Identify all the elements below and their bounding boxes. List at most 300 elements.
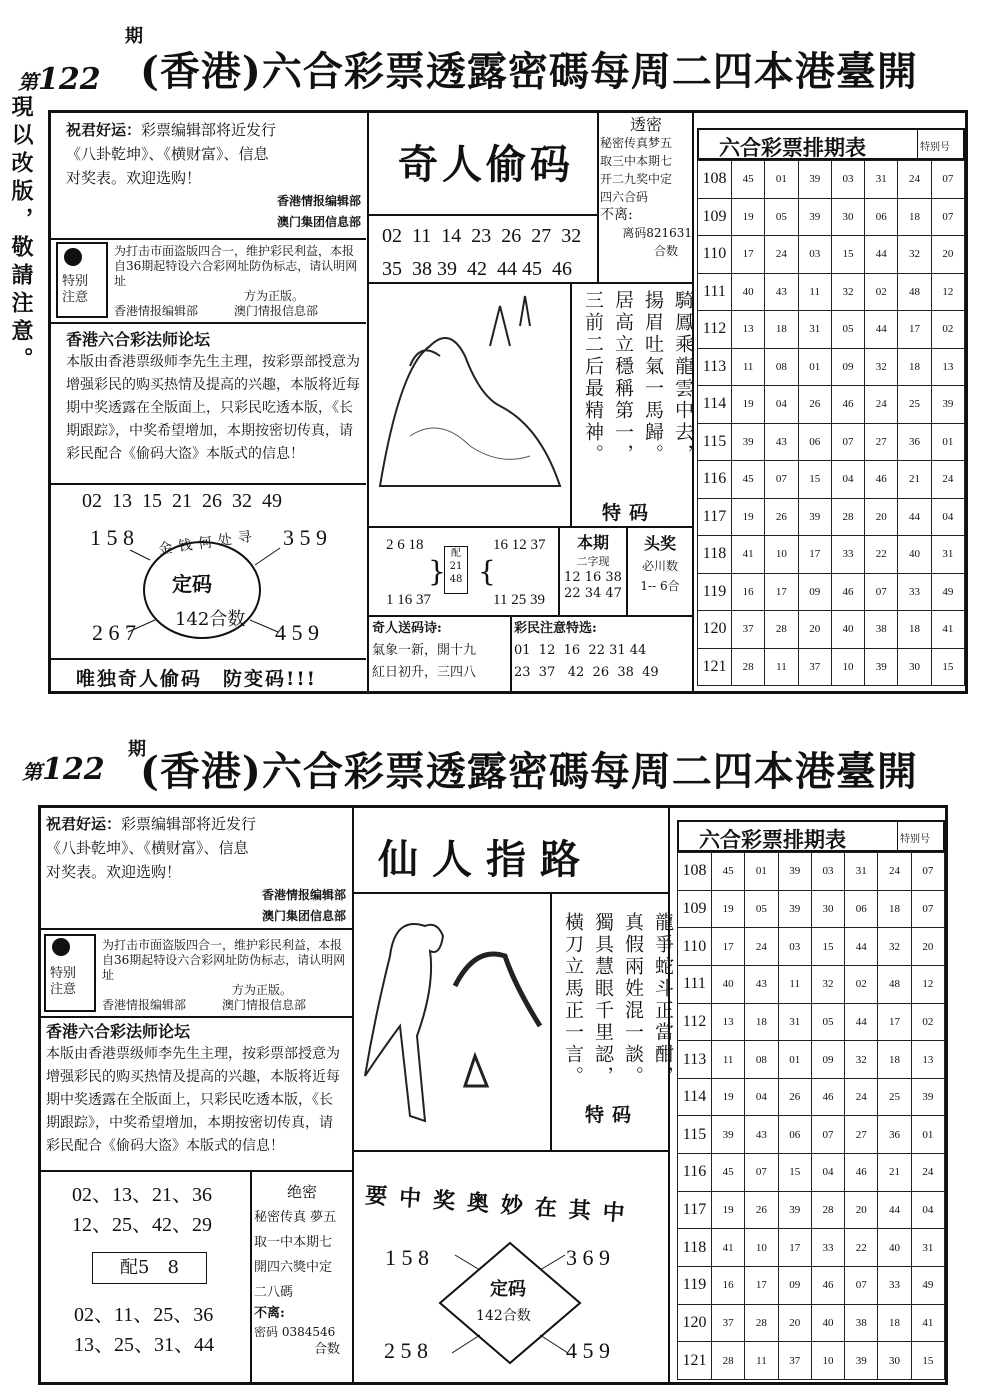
number-cell: 09 <box>798 573 831 611</box>
period-cell: 114 <box>698 386 732 424</box>
number-cell: 04 <box>745 1078 778 1116</box>
schedule-row <box>698 348 965 386</box>
special-notice: 为打击市面盗版四合一，维护彩民利益，本报自36期起特设六合彩网址防伪标志，请认明网址 方为正版。 香港情报编辑部 澳门情报信息部 <box>102 938 346 1012</box>
schedule-row <box>698 573 965 611</box>
number-cell: 31 <box>865 161 898 199</box>
number-cell: 22 <box>845 1229 878 1267</box>
side-notice: 現以改版，敬請注意。 <box>8 95 34 375</box>
number-cell: 04 <box>911 1191 944 1229</box>
number-cell: 18 <box>898 348 931 386</box>
number-cell: 13 <box>911 1041 944 1079</box>
number-cell: 19 <box>712 1078 745 1116</box>
number-cell: 40 <box>712 965 745 1003</box>
period-cell: 115 <box>678 1116 712 1154</box>
schedule-row <box>678 965 945 1003</box>
period-cell: 120 <box>698 611 732 649</box>
ring-bl: 2 6 7 <box>92 620 136 645</box>
pair-numbers-bottom: 02、11、25、36 13、25、31、44 <box>74 1304 214 1356</box>
number-cell: 09 <box>778 1267 811 1305</box>
slogan: 唯独奇人偷码 防变码!!! <box>76 668 318 690</box>
greeting: 祝君好运：彩票编辑部将近发行 《八卦乾坤》、《横财富》、信息 对奖表。欢迎选购！ 香港情报编辑部 澳门集团信息部 <box>46 815 346 923</box>
schedule-row <box>698 536 965 574</box>
issue-number: 第122 <box>22 752 105 787</box>
schedule-row <box>678 1154 945 1192</box>
number-cell: 49 <box>931 573 964 611</box>
number-cell: 01 <box>745 853 778 891</box>
period-cell: 121 <box>698 648 732 686</box>
diamond-bl: 2 5 8 <box>384 1338 428 1363</box>
number-cell: 17 <box>732 236 765 274</box>
number-cell: 13 <box>931 348 964 386</box>
number-cell: 46 <box>811 1078 844 1116</box>
diamond-tl: 1 5 8 <box>385 1245 429 1270</box>
special-notice: 为打击市面盗版四合一，维护彩民利益，本报自36期起特设六合彩网址防伪标志，请认明网址 方为正版。 香港情报编辑部 澳门情报信息部 <box>114 244 358 318</box>
number-cell: 24 <box>898 161 931 199</box>
number-cell: 11 <box>732 348 765 386</box>
number-cell: 17 <box>745 1267 778 1305</box>
period-cell: 119 <box>698 573 732 611</box>
number-cell: 30 <box>831 198 864 236</box>
ring-br: 4 5 9 <box>275 620 319 645</box>
number-cell: 27 <box>865 423 898 461</box>
schedule-row <box>698 498 965 536</box>
tema-label: 特码 <box>602 502 657 524</box>
number-cell: 05 <box>745 890 778 928</box>
ring-tl: 1 5 8 <box>90 525 134 550</box>
brace-icon: } <box>428 555 446 588</box>
number-cell: 12 <box>911 965 944 1003</box>
period-cell: 108 <box>698 161 732 199</box>
number-cell: 39 <box>778 1191 811 1229</box>
period-cell: 119 <box>678 1267 712 1305</box>
number-cell: 05 <box>831 311 864 349</box>
headline: (香港)六合彩票透露密碼每周二四本港臺開 <box>140 748 918 795</box>
number-cell: 33 <box>811 1229 844 1267</box>
parrot-illustration <box>355 896 550 1146</box>
number-cell: 03 <box>778 928 811 966</box>
period-cell: 114 <box>678 1078 712 1116</box>
number-cell: 36 <box>878 1116 911 1154</box>
issue-suffix: 期 <box>128 739 146 760</box>
number-cell: 32 <box>831 273 864 311</box>
number-cell: 28 <box>712 1342 745 1380</box>
pei-box: 配 21 48 <box>444 546 468 594</box>
diamond-tr: 3 6 9 <box>566 1245 610 1270</box>
number-cell: 19 <box>732 498 765 536</box>
number-cell: 15 <box>931 648 964 686</box>
number-cell: 02 <box>845 965 878 1003</box>
number-cell: 02 <box>911 1003 944 1041</box>
schedule-row <box>678 1041 945 1079</box>
secret-box: 透密 秘密传真梦五 取三中本期七 开二九奖中定 四六合码 不离: 离码821631 合数 <box>600 115 692 258</box>
period-cell: 116 <box>678 1154 712 1192</box>
number-cell: 32 <box>845 1041 878 1079</box>
number-cell: 40 <box>732 273 765 311</box>
period-cell: 112 <box>678 1003 712 1041</box>
schedule-row <box>698 236 965 274</box>
number-cell: 32 <box>898 236 931 274</box>
schedule-row <box>698 386 965 424</box>
number-cell: 02 <box>865 273 898 311</box>
number-cell: 04 <box>811 1154 844 1192</box>
number-cell: 12 <box>931 273 964 311</box>
number-cell: 13 <box>732 311 765 349</box>
number-cell: 44 <box>865 311 898 349</box>
number-cell: 07 <box>831 423 864 461</box>
pair-bl: 1 16 37 <box>386 592 431 608</box>
number-cell: 07 <box>911 853 944 891</box>
schedule-row <box>678 1116 945 1154</box>
number-cell: 41 <box>931 611 964 649</box>
number-cell: 17 <box>765 573 798 611</box>
number-cell: 01 <box>778 1041 811 1079</box>
number-cell: 30 <box>811 890 844 928</box>
number-cell: 17 <box>898 311 931 349</box>
number-cell: 28 <box>765 611 798 649</box>
forum: 香港六合彩法师论坛 本版由香港票级师李先生主理，按彩票部授意为增强彩民的购买热情及提高的兴趣，本版将近每期中奖透露在全版面上，只彩民吃透本版，《长期跟踪》，中奖希望增加，本期按密切传真，请彩民配合《偷码大盗》本版式的信息！ <box>46 1022 340 1154</box>
number-cell: 31 <box>911 1229 944 1267</box>
number-cell: 11 <box>712 1041 745 1079</box>
issue-suffix: 期 <box>125 26 143 47</box>
number-cell: 43 <box>765 423 798 461</box>
schedule-row <box>678 1229 945 1267</box>
number-cell: 01 <box>931 423 964 461</box>
arc-slogan: 要中奖奥妙在其中 <box>364 1182 638 1228</box>
title: 仙人指路 <box>378 836 594 883</box>
period-cell: 121 <box>678 1342 712 1380</box>
ring-arc-text: 金钱何处寻 <box>157 528 259 558</box>
number-cell: 02 <box>931 311 964 349</box>
number-cell: 07 <box>931 198 964 236</box>
greeting: 祝君好运：彩票编辑部将近发行 《八卦乾坤》、《横财富》、信息 对奖表。欢迎选购！ 香港情报编辑部 澳门集团信息部 <box>66 121 361 229</box>
number-cell: 45 <box>712 853 745 891</box>
number-cell: 39 <box>798 161 831 199</box>
poem: 龍爭蛇斗正當酣， 真假兩姓混一談。 獨具慧眼千里認， 橫刀立馬正一言。 <box>562 912 674 1088</box>
special-picks: 彩民注意特选: 01 12 16 22 31 44 23 37 42 26 38 49 <box>514 621 659 680</box>
number-cell: 06 <box>778 1116 811 1154</box>
number-cell: 44 <box>878 1191 911 1229</box>
number-cell: 20 <box>778 1304 811 1342</box>
schedule-row <box>678 1304 945 1342</box>
title: 奇人偷码 <box>398 141 574 188</box>
number-cell: 28 <box>831 498 864 536</box>
number-cell: 46 <box>845 1154 878 1192</box>
landscape-illustration <box>370 286 570 524</box>
number-cell: 28 <box>732 648 765 686</box>
toujiang: 头奖 必川数 1-- 6合 <box>640 534 680 593</box>
number-cell: 25 <box>898 386 931 424</box>
schedule-row <box>698 198 965 236</box>
number-cell: 39 <box>712 1116 745 1154</box>
number-cell: 18 <box>745 1003 778 1041</box>
period-cell: 111 <box>698 273 732 311</box>
period-cell: 118 <box>678 1229 712 1267</box>
number-cell: 33 <box>878 1267 911 1305</box>
number-cell: 39 <box>732 423 765 461</box>
number-cell: 01 <box>798 348 831 386</box>
ring-center: 定码 <box>172 572 212 596</box>
number-cell: 19 <box>732 198 765 236</box>
number-cell: 37 <box>712 1304 745 1342</box>
number-cell: 24 <box>745 928 778 966</box>
number-cell: 18 <box>878 890 911 928</box>
schedule-row <box>678 1078 945 1116</box>
bomb-icon <box>64 248 82 266</box>
poem: 騎鳳乘龍雲中去， 揚眉吐氣一馬歸。 居高立穩稱第一， 三前二后最精神。 <box>582 290 694 466</box>
number-cell: 10 <box>745 1229 778 1267</box>
number-cell: 39 <box>911 1078 944 1116</box>
number-cell: 08 <box>745 1041 778 1079</box>
number-cell: 18 <box>878 1304 911 1342</box>
schedule-table <box>677 852 945 1380</box>
number-cell: 39 <box>778 853 811 891</box>
number-cell: 32 <box>811 965 844 1003</box>
schedule-table <box>697 160 965 686</box>
number-cell: 11 <box>778 965 811 1003</box>
number-cell: 16 <box>712 1267 745 1305</box>
number-cell: 30 <box>898 648 931 686</box>
schedule-row <box>698 311 965 349</box>
period-cell: 111 <box>678 965 712 1003</box>
pair-tl: 2 6 18 <box>386 537 424 553</box>
ring-tr: 3 5 9 <box>283 525 327 550</box>
schedule-row <box>678 1267 945 1305</box>
number-cell: 07 <box>845 1267 878 1305</box>
number-cell: 39 <box>778 890 811 928</box>
number-cell: 31 <box>845 853 878 891</box>
number-cell: 24 <box>765 236 798 274</box>
number-cell: 07 <box>745 1154 778 1192</box>
number-cell: 24 <box>865 386 898 424</box>
numbers-line: 02 13 15 21 26 32 49 <box>82 490 282 512</box>
bomb-icon <box>52 938 70 956</box>
number-cell: 26 <box>745 1191 778 1229</box>
number-cell: 41 <box>732 536 765 574</box>
number-cell: 43 <box>745 1116 778 1154</box>
number-cell: 41 <box>911 1304 944 1342</box>
number-cell: 25 <box>878 1078 911 1116</box>
number-cell: 01 <box>765 161 798 199</box>
number-cell: 09 <box>831 348 864 386</box>
number-cell: 41 <box>712 1229 745 1267</box>
number-cell: 22 <box>865 536 898 574</box>
number-cell: 40 <box>898 536 931 574</box>
number-cell: 13 <box>712 1003 745 1041</box>
number-cell: 39 <box>845 1342 878 1380</box>
number-cell: 10 <box>831 648 864 686</box>
number-cell: 24 <box>931 461 964 499</box>
pei-box: 配5 8 <box>92 1252 207 1284</box>
number-cell: 43 <box>745 965 778 1003</box>
number-cell: 26 <box>798 386 831 424</box>
number-cell: 04 <box>765 386 798 424</box>
pair-numbers-top: 02、13、21、36 12、25、42、29 <box>72 1184 212 1236</box>
number-cell: 04 <box>831 461 864 499</box>
number-cell: 28 <box>745 1304 778 1342</box>
number-cell: 19 <box>712 1191 745 1229</box>
number-cell: 31 <box>931 536 964 574</box>
period-cell: 120 <box>678 1304 712 1342</box>
number-cell: 46 <box>831 386 864 424</box>
number-cell: 01 <box>911 1116 944 1154</box>
number-cell: 33 <box>898 573 931 611</box>
number-cell: 24 <box>845 1078 878 1116</box>
number-cell: 11 <box>798 273 831 311</box>
number-cell: 20 <box>911 928 944 966</box>
schedule-row <box>678 1342 945 1380</box>
number-cell: 24 <box>911 1154 944 1192</box>
number-cell: 03 <box>811 853 844 891</box>
number-cell: 18 <box>878 1041 911 1079</box>
number-cell: 37 <box>778 1342 811 1380</box>
number-cell: 04 <box>931 498 964 536</box>
number-cell: 31 <box>798 311 831 349</box>
number-cell: 11 <box>745 1342 778 1380</box>
pair-tr: 16 12 37 <box>493 537 546 553</box>
forum: 香港六合彩法师论坛 本版由香港票级师李先生主理，按彩票部授意为增强彩民的购买热情及提高的兴趣，本版将近每期中奖透露在全版面上，只彩民吃透本版，《长期跟踪》，中奖希望增加，本期按密切传真，请彩民配合《偷码大盗》本版式的信息！ <box>66 330 360 462</box>
number-cell: 07 <box>911 890 944 928</box>
number-cell: 31 <box>778 1003 811 1041</box>
number-cell: 38 <box>865 611 898 649</box>
period-cell: 116 <box>698 461 732 499</box>
schedule-row <box>678 1191 945 1229</box>
pair-br: 11 25 39 <box>493 592 545 608</box>
number-cell: 30 <box>878 1342 911 1380</box>
number-cell: 15 <box>911 1342 944 1380</box>
number-cell: 05 <box>765 198 798 236</box>
number-cell: 40 <box>878 1229 911 1267</box>
number-cell: 03 <box>798 236 831 274</box>
poem2: 奇人送码诗: 氣象一新，開十九 紅日初升，三四八 <box>372 621 477 680</box>
number-cell: 28 <box>811 1191 844 1229</box>
number-cell: 15 <box>778 1154 811 1192</box>
number-cell: 39 <box>798 498 831 536</box>
number-cell: 46 <box>811 1267 844 1305</box>
number-cell: 38 <box>845 1304 878 1342</box>
number-cell: 40 <box>811 1304 844 1342</box>
number-cell: 20 <box>798 611 831 649</box>
number-cell: 17 <box>798 536 831 574</box>
benqi: 本期 二字现 12 16 38 22 34 47 <box>564 533 622 601</box>
schedule-row <box>698 423 965 461</box>
number-cell: 44 <box>898 498 931 536</box>
diamond-br: 4 5 9 <box>566 1338 610 1363</box>
brace-icon: { <box>478 555 496 588</box>
diamond-sum: 142合数 <box>476 1308 531 1324</box>
schedule-row <box>678 890 945 928</box>
number-cell: 24 <box>878 853 911 891</box>
number-cell: 10 <box>811 1342 844 1380</box>
tema-label: 特码 <box>585 1104 640 1126</box>
schedule-row <box>698 273 965 311</box>
number-cell: 20 <box>845 1191 878 1229</box>
schedule-header: 六合彩票排期表 特别号 <box>697 128 965 160</box>
number-cell: 49 <box>911 1267 944 1305</box>
number-cell: 46 <box>831 573 864 611</box>
ring-sum: 142合数 <box>175 609 246 630</box>
period-cell: 117 <box>698 498 732 536</box>
number-cell: 21 <box>898 461 931 499</box>
number-cell: 44 <box>865 236 898 274</box>
schedule-row <box>678 928 945 966</box>
schedule-row <box>698 161 965 199</box>
number-cell: 26 <box>778 1078 811 1116</box>
number-cell: 08 <box>765 348 798 386</box>
schedule-row <box>678 853 945 891</box>
period-cell: 110 <box>698 236 732 274</box>
number-cell: 10 <box>765 536 798 574</box>
number-cell: 20 <box>931 236 964 274</box>
number-cell: 48 <box>878 965 911 1003</box>
period-cell: 112 <box>698 311 732 349</box>
period-cell: 108 <box>678 853 712 891</box>
number-cell: 44 <box>845 1003 878 1041</box>
period-cell: 113 <box>698 348 732 386</box>
issue-number: 第122 <box>18 62 101 97</box>
number-cell: 45 <box>712 1154 745 1192</box>
number-cell: 18 <box>765 311 798 349</box>
number-cell: 17 <box>878 1003 911 1041</box>
number-cell: 21 <box>878 1154 911 1192</box>
number-cell: 19 <box>712 890 745 928</box>
schedule-row <box>698 648 965 686</box>
number-cell: 32 <box>865 348 898 386</box>
number-cell: 15 <box>798 461 831 499</box>
number-cell: 46 <box>865 461 898 499</box>
number-cell: 33 <box>831 536 864 574</box>
number-cell: 36 <box>898 423 931 461</box>
diamond-center: 定码 <box>490 1279 526 1300</box>
special-notice-label: 特别注意 <box>56 242 108 318</box>
number-cell: 09 <box>811 1041 844 1079</box>
period-cell: 109 <box>678 890 712 928</box>
number-cell: 07 <box>811 1116 844 1154</box>
number-cell: 06 <box>845 890 878 928</box>
number-cell: 37 <box>798 648 831 686</box>
schedule-row <box>698 611 965 649</box>
secret-box: 绝密 秘密传真 夢五 取一中本期七 開四六獎中定 二八碼 不离: 密码 0384546 合数 <box>254 1183 340 1357</box>
number-cell: 11 <box>765 648 798 686</box>
number-cell: 43 <box>765 273 798 311</box>
number-cell: 39 <box>865 648 898 686</box>
number-cell: 06 <box>798 423 831 461</box>
number-cell: 17 <box>712 928 745 966</box>
period-cell: 117 <box>678 1191 712 1229</box>
special-notice-label: 特别注意 <box>44 934 96 1012</box>
number-cell: 48 <box>898 273 931 311</box>
number-cell: 27 <box>845 1116 878 1154</box>
number-cell: 16 <box>732 573 765 611</box>
number-cell: 15 <box>831 236 864 274</box>
number-cell: 20 <box>865 498 898 536</box>
number-cell: 15 <box>811 928 844 966</box>
number-cell: 07 <box>865 573 898 611</box>
number-cell: 05 <box>811 1003 844 1041</box>
number-cell: 45 <box>732 161 765 199</box>
number-cell: 19 <box>732 386 765 424</box>
schedule-row <box>698 461 965 499</box>
number-cell: 07 <box>765 461 798 499</box>
number-cell: 39 <box>931 386 964 424</box>
number-cell: 45 <box>732 461 765 499</box>
period-cell: 118 <box>698 536 732 574</box>
number-cell: 44 <box>845 928 878 966</box>
period-cell: 115 <box>698 423 732 461</box>
period-cell: 110 <box>678 928 712 966</box>
period-cell: 113 <box>678 1041 712 1079</box>
title-numbers: 02 11 14 23 26 27 32 35 38 39 42 44 45 46 <box>382 225 582 280</box>
period-cell: 109 <box>698 198 732 236</box>
